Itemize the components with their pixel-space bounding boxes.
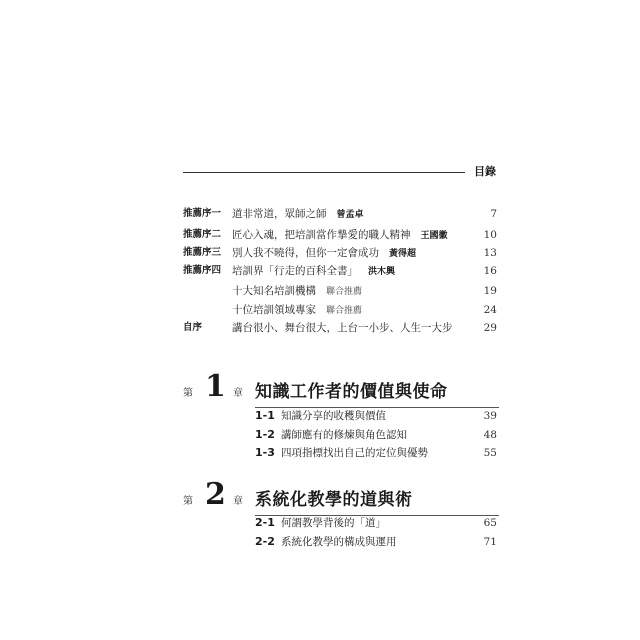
entry-label: 推薦序三	[183, 247, 222, 258]
chapter-prefix: 第	[183, 388, 193, 399]
entry-title: 講台很小、舞台很大，上台一小步、人生一大步	[232, 322, 453, 334]
chapter-suffix: 章	[233, 496, 243, 507]
toc-entry[interactable]	[183, 302, 497, 318]
entry-label: 推薦序一	[183, 208, 222, 219]
entry-title: 培訓界「行走的百科全書」	[232, 265, 358, 277]
toc-entry[interactable]	[183, 227, 497, 243]
toc-entry[interactable]	[183, 320, 497, 336]
section-title: 講師應有的修煉與角色認知	[281, 429, 407, 441]
section-entry[interactable]	[255, 445, 497, 461]
section-number: 2-1	[255, 516, 275, 529]
section-entry[interactable]	[255, 534, 497, 550]
chapter-suffix: 章	[233, 388, 243, 399]
entry-author: 聯合推薦	[326, 306, 363, 316]
entry-label: 推薦序四	[183, 265, 222, 276]
page-number: 10	[483, 229, 497, 241]
toc-entry[interactable]	[183, 206, 497, 222]
entry-label: 自序	[183, 322, 203, 333]
toc-entry[interactable]	[183, 245, 497, 261]
section-number: 2-2	[255, 535, 275, 548]
entry-title: 十位培訓領域專家	[232, 304, 316, 316]
entry-author: 洪木興	[368, 267, 396, 277]
page-number: 13	[483, 247, 497, 259]
chapter-title: 系統化教學的道與術	[255, 490, 413, 510]
entry-author: 黃得超	[389, 249, 417, 259]
section-title: 系統化教學的構成與運用	[281, 536, 397, 548]
entry-label: 推薦序二	[183, 229, 222, 240]
page-number: 48	[483, 429, 497, 441]
entry-title: 匠心入魂，把培訓當作摯愛的職人精神	[232, 229, 411, 241]
page-number: 19	[483, 285, 497, 297]
entry-author: 曾孟卓	[336, 210, 364, 220]
chapter-number: 1	[205, 369, 226, 404]
section-entry[interactable]	[255, 427, 497, 443]
page-number: 71	[483, 536, 497, 548]
page-number: 55	[483, 447, 497, 459]
entry-title: 道非常道，眾師之師	[232, 208, 327, 220]
page-number: 65	[483, 517, 497, 529]
chapter-heading[interactable]	[183, 370, 503, 410]
entry-title: 十大知名培訓機構	[232, 285, 316, 297]
chapter-number: 2	[205, 477, 226, 512]
toc-entry[interactable]	[183, 283, 497, 299]
toc-entry[interactable]	[183, 263, 497, 279]
entry-author: 王國徽	[420, 231, 448, 241]
entry-author: 聯合推薦	[326, 287, 363, 297]
page-number: 24	[483, 304, 497, 316]
section-title: 四項指標找出自己的定位與優勢	[281, 447, 428, 459]
page-number: 39	[483, 410, 497, 422]
page-number: 7	[490, 208, 497, 220]
section-number: 1-2	[255, 428, 275, 441]
chapter-title: 知識工作者的價值與使命	[255, 382, 448, 402]
section-entry[interactable]	[255, 408, 497, 424]
chapter-prefix: 第	[183, 496, 193, 507]
section-title: 何謂教學背後的「道」	[281, 517, 386, 529]
section-number: 1-3	[255, 446, 275, 459]
section-title: 知識分享的收穫與價值	[281, 410, 386, 422]
entry-title: 別人我不曉得，但你一定會成功	[232, 247, 379, 259]
section-number: 1-1	[255, 409, 275, 422]
section-entry[interactable]	[255, 515, 497, 531]
toc-title: 目錄	[474, 165, 496, 178]
header-rule	[183, 172, 465, 173]
page-number: 29	[483, 322, 497, 334]
chapter-heading[interactable]	[183, 478, 503, 518]
page-number: 16	[483, 265, 497, 277]
